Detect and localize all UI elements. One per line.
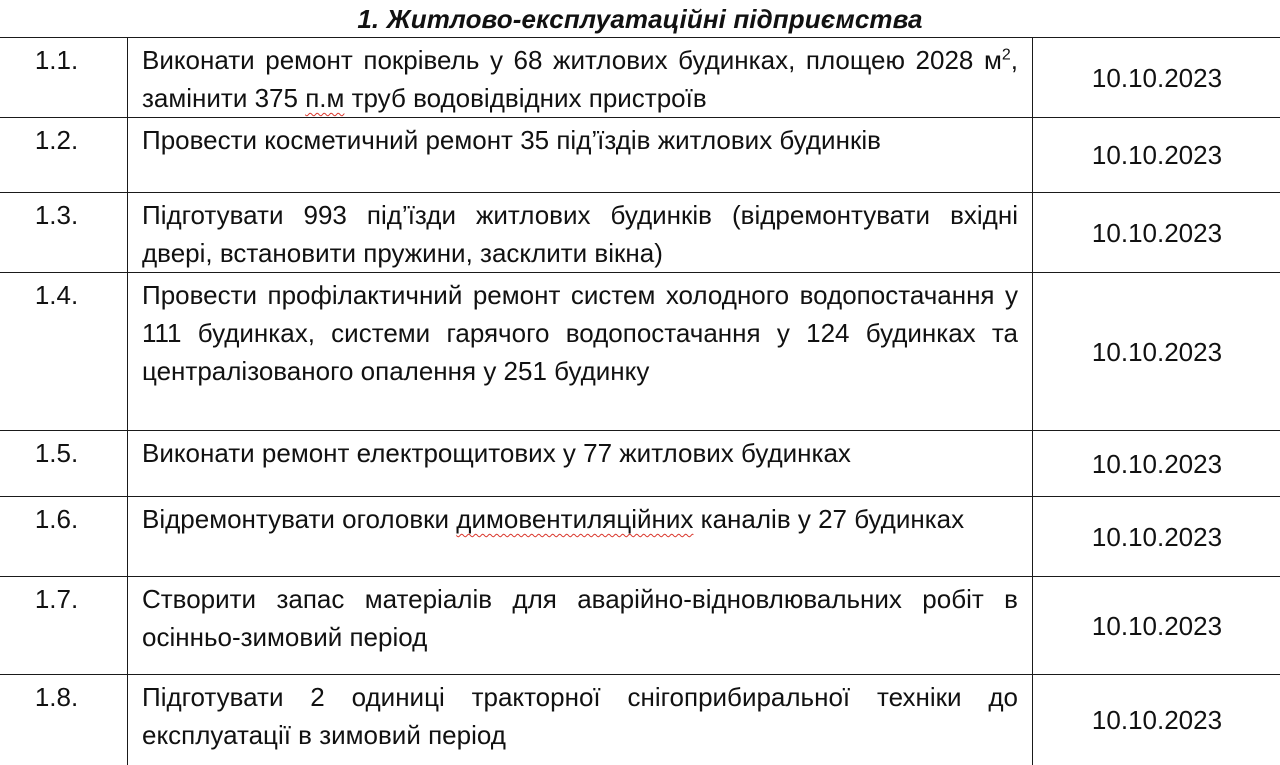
row-number-cell	[0, 193, 128, 273]
task-text-part: каналів у 27 будинках	[693, 504, 964, 534]
spellcheck-marked-word: п.м	[305, 83, 344, 113]
due-date-cell: 10.10.2023	[1033, 675, 1280, 765]
row-number-cell	[0, 497, 128, 577]
row-number-cell	[0, 577, 128, 675]
due-date-cell: 10.10.2023	[1033, 431, 1280, 497]
row-number: 1.4.	[35, 276, 92, 314]
task-cell	[128, 497, 1033, 577]
due-date-cell: 10.10.2023	[1033, 577, 1280, 675]
table-row	[0, 431, 1280, 497]
row-number: 1.5.	[35, 434, 92, 472]
task-cell	[128, 38, 1033, 118]
table-row	[0, 118, 1280, 193]
table-row	[0, 497, 1280, 577]
task-text-part: Відремонтувати оголовки	[142, 504, 456, 534]
row-number-cell	[0, 431, 128, 497]
task-cell: Підготувати 2 одиниці тракторної снігоприбиральної техніки до експлуатації в зимовий період	[128, 675, 1033, 765]
row-number-cell	[0, 118, 128, 193]
due-date-cell: 10.10.2023	[1033, 38, 1280, 118]
task-cell: Підготувати 993 під’їзди житлових будинків (відремонтувати вхідні двері, встановити пружини, засклити вікна)	[128, 193, 1033, 273]
due-date-cell: 10.10.2023	[1033, 497, 1280, 577]
unit-exponent: 2	[1002, 46, 1011, 63]
task-cell: Створити запас матеріалів для аварійно-відновлювальних робіт в осінньо-зимовий період	[128, 577, 1033, 675]
row-number: 1.7.	[35, 580, 92, 618]
task-cell: Виконати ремонт електрощитових у 77 житлових будинках	[128, 431, 1033, 497]
table-row	[0, 38, 1280, 118]
table-row	[0, 577, 1280, 675]
task-cell: Провести профілактичний ремонт систем холодного водопостачання у 111 будинках, системи гарячого водопостачання у 124 будинках та централізованого опалення у 251 будинку	[128, 273, 1033, 431]
row-number-cell	[0, 675, 128, 765]
due-date-cell: 10.10.2023	[1033, 273, 1280, 431]
due-date-cell: 10.10.2023	[1033, 118, 1280, 193]
table-row	[0, 273, 1280, 431]
row-number-cell	[0, 38, 128, 118]
work-plan-table	[0, 37, 1280, 765]
table-row	[0, 675, 1280, 765]
section-heading: 1. Житлово-експлуатаційні підприємства	[0, 3, 1280, 35]
due-date-cell: 10.10.2023	[1033, 193, 1280, 273]
task-cell: Провести косметичний ремонт 35 під’їздів житлових будинків	[128, 118, 1033, 193]
row-number: 1.8.	[35, 678, 92, 716]
task-text-part: Виконати ремонт покрівель у 68 житлових будинках, площею 2028 м	[142, 45, 1002, 75]
row-number: 1.6.	[35, 500, 92, 538]
row-number: 1.2.	[35, 121, 92, 159]
task-text-part: , замінити 375	[142, 45, 1018, 113]
spellcheck-marked-word: димовентиляційних	[456, 504, 693, 534]
row-number: 1.1.	[35, 41, 92, 79]
table-row	[0, 193, 1280, 273]
row-number-cell	[0, 273, 128, 431]
task-text-part: труб водовідвідних пристроїв	[344, 83, 706, 113]
row-number: 1.3.	[35, 196, 92, 234]
